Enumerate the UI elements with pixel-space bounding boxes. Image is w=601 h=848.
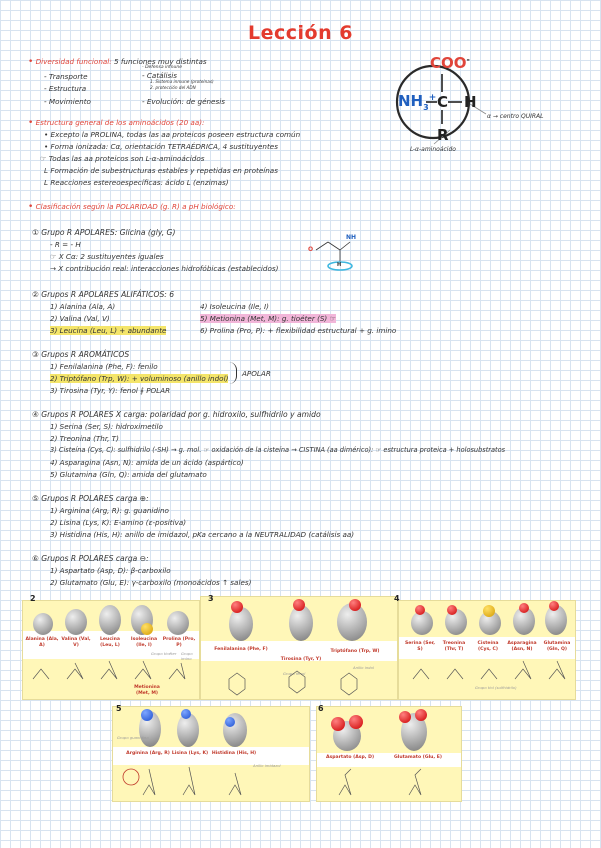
aa-label: Cisteína (Cys, C) [477, 641, 499, 652]
glycine-molecule [300, 228, 370, 276]
aa-label: Leucina (Leu, L) [100, 637, 120, 648]
diversity-right-2: - Evolución: de génesis [142, 97, 225, 106]
group4-line-4: 4) Asparagina (Asn, N): amida de un ácido (aspártico) [50, 458, 244, 467]
r-group-label: R [437, 126, 449, 144]
group6-line-2: 2) Glutamato (Glu, E): γ-carboxilo (monoácidos ↑ sales) [50, 578, 252, 587]
aa-label: Arginina (Arg, R) [126, 751, 170, 756]
group4-heading: ④ Grupos R POLARES X carga: polaridad por g. hidroxilo, sulfhidrilo y amido [32, 410, 321, 419]
aa-label: Alanina (Ala, A) [25, 637, 59, 648]
group1-line-1: - R = - H [50, 240, 81, 249]
group5-line-2: 2) Lisina (Lys, K): E-amino (ε-positiva) [50, 518, 187, 527]
diversity-left-3: - Movimiento [44, 97, 91, 106]
group4-line-2: 2) Treonina (Thr, T) [50, 434, 119, 443]
figure-number: 4 [394, 594, 400, 603]
general-line-4: L Formación de subestructuras estables y repetidas en proteínas [44, 166, 278, 175]
amino-acid-structure-diagram [390, 52, 570, 162]
diversity-right-sub-2: 2. protección del ADN [150, 85, 196, 90]
group5-line-1: 1) Arginina (Arg, R): g. guanidino [50, 506, 169, 515]
aa-label: Triptófano (Trp, W) [330, 649, 380, 654]
group5-line-3: 3) Histidina (His, H): anillo de imidazol, pKa cercano a la NEUTRALIDAD (catálisis aa) [50, 530, 355, 539]
group5-heading: ⑤ Grupos R POLARES carga ⊕: [32, 494, 149, 503]
group2-left-3: 3) Leucina (Leu, L) + abundante [50, 326, 167, 335]
group1-line-2: ☞ X Cα: 2 sustituyentes iguales [50, 252, 164, 261]
aa-label: Isoleucina (Ile, I) [130, 637, 158, 648]
glycine-h-label: H [337, 262, 342, 268]
group4-line-1: 1) Serina (Ser, S): hidroximetilo [50, 422, 163, 431]
aa-label: Asparagina (Asn, N) [507, 641, 537, 652]
general-line-3: ☞ Todas las aa proteicos son L-α-aminoácidos [40, 154, 205, 163]
figure-panel-positive [112, 706, 310, 802]
aa-label: Metionina (Met, M) [134, 685, 160, 696]
diversity-right-3: - Defensa inmune [142, 65, 182, 70]
hydrogen-label: H [464, 93, 477, 111]
group1-heading: ① Grupo R APOLARES: Glicina (gly, G) [32, 228, 176, 237]
group2-right-2: 5) Metionina (Met, M): g. tioéter (S) ☞ [200, 314, 336, 323]
group4-line-3: 3) Cisteína (Cys, C): sulfhidrilo (-SH) → g. mol. ☞ oxidación de la cisteína → CISTINA (aa dimérico): ☞ estructura proteica + holosubstratos [50, 446, 506, 454]
general-line-1: • Excepto la PROLINA, todas las aa proteicos poseen estructura común [44, 130, 301, 139]
group4-line-5: 5) Glutamina (Gln, Q): amida del glutamato [50, 470, 207, 479]
aa-label: Lisina (Lys, K) [171, 751, 209, 756]
classification-heading: • Clasificación según la POLARIDAD (g. R) a pH biológico: [28, 202, 236, 212]
figure-panel-polar [398, 600, 576, 700]
group2-right-3: 6) Prolina (Pro, P): + flexibilidad estructural + g. imino [200, 326, 397, 335]
aa-label: Histidina (His, H) [211, 751, 257, 756]
diversity-right-1: - Catálisis [142, 71, 178, 80]
group3-line-1: 1) Fenilalanina (Phe, F): fenilo [50, 362, 158, 371]
figure-note: Anillo imidazol [253, 763, 281, 768]
figure-note: Grupo fenol [283, 671, 306, 676]
figure-panel-aromatic [200, 596, 398, 700]
group2-left-1: 1) Alanina (Ala, A) [50, 302, 116, 311]
figure-note: Grupo tioéter [151, 651, 177, 656]
aromatic-brace [228, 362, 237, 384]
aa-label: Serina (Ser, S) [404, 641, 436, 652]
l-note: L-α-aminoácido [410, 146, 456, 153]
group1-line-3: → X contribución real: interacciones hidrofóbicas (establecidos) [50, 264, 279, 273]
aa-label: Glutamina (Gln, Q) [543, 641, 571, 652]
figure-number: 3 [208, 594, 214, 603]
group6-line-1: 1) Aspartato (Asp, D): β-carboxilo [50, 566, 171, 575]
coo-label: COO- [430, 54, 470, 72]
glycine-o-label: O [308, 246, 314, 253]
group6-heading: ⑥ Grupos R POLARES carga ⊖: [32, 554, 149, 563]
group3-line-3: 3) Tirosina (Tyr, Y): fenol ∮ POLAR [50, 386, 171, 395]
nh3-label: $NH_3^+$ [398, 92, 437, 112]
diversity-right-sub-1: 1. Sistema inmune (proteínas) [150, 79, 214, 84]
aa-label: Valina (Val, V) [61, 637, 91, 648]
diversity-left-1: - Transporte [44, 72, 88, 81]
group2-heading: ② Grupos R APOLARES ALIFÁTICOS: 6 [32, 290, 175, 299]
general-line-5: L Reacciones estereoespecíficas: ácido L (enzimas) [44, 178, 229, 187]
figure-panel-negative [316, 706, 462, 802]
figure-note: Grupo guanidino [117, 735, 149, 740]
page-title: Lección 6 [248, 22, 353, 44]
figure-number: 5 [116, 704, 122, 713]
general-structure-heading: • Estructura general de los aminoácidos (20 aa): [28, 118, 205, 128]
group3-line-2: 2) Triptófano (Trp, W): + voluminoso (anillo indol) [50, 374, 229, 383]
figure-note: Anillo indol [353, 665, 374, 670]
group2-left-2: 2) Valina (Val, V) [50, 314, 110, 323]
glycine-nh-label: NH [346, 234, 357, 241]
figure-note: Grupo imino [181, 651, 193, 661]
aa-label: Treonina (Thr, T) [442, 641, 466, 652]
figure-note: Grupo tiol (sulfhidrilo) [475, 685, 517, 690]
alpha-note: α → centro QUIRAL [487, 113, 544, 120]
diversity-heading: Diversidad funcional: [35, 57, 112, 66]
figure-panel-aliphatic [22, 600, 200, 700]
group3-heading: ③ Grupos R AROMÁTICOS [32, 350, 130, 359]
diversity-note: 5 funciones muy distintas [114, 57, 207, 66]
aa-label: Glutamato (Glu, E) [393, 755, 443, 760]
aa-label: Tirosina (Tyr, Y) [280, 657, 322, 662]
aa-label: Fenilalanina (Phe, F) [214, 647, 268, 652]
diversity-left-2: - Estructura [44, 84, 87, 93]
bullet-icon: • [28, 57, 34, 67]
aa-label: Prolina (Pro, P) [162, 637, 196, 648]
general-line-2: • Forma ionizada: Cα, orientación TETRAÉDRICA, 4 sustituyentes [44, 142, 278, 151]
figure-number: 2 [30, 594, 36, 603]
carbon-label: C [437, 93, 449, 111]
group2-right-1: 4) Isoleucina (Ile, I) [200, 302, 269, 311]
group3-side-note: APOLAR [242, 369, 271, 378]
aa-label: Aspartato (Asp, D) [325, 755, 375, 760]
figure-number: 6 [318, 704, 324, 713]
